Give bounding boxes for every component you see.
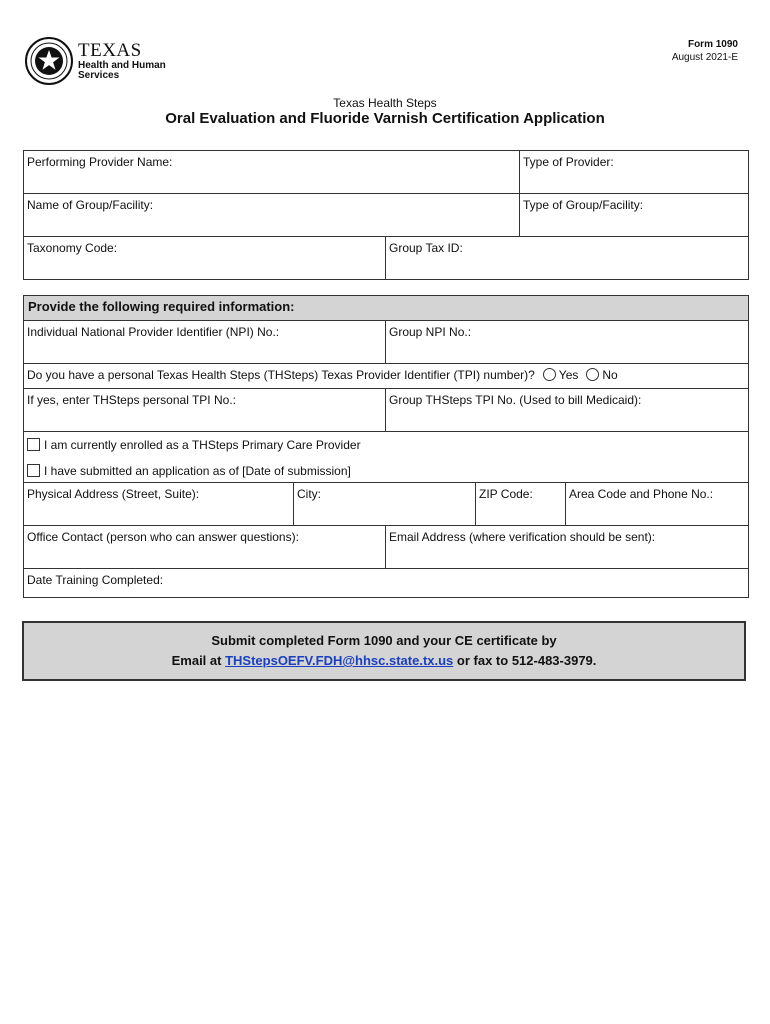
hhs-logo bbox=[24, 36, 164, 88]
group-facility-type-field[interactable]: Type of Group/Facility: bbox=[520, 194, 749, 237]
page-title: Oral Evaluation and Fluoride Varnish Certification Application bbox=[165, 110, 605, 127]
zip-code-field[interactable]: ZIP Code: bbox=[476, 483, 566, 526]
physical-address-field[interactable]: Physical Address (Street, Suite): bbox=[24, 483, 294, 526]
submit-line-2 bbox=[24, 651, 744, 671]
form-number: Form 1090 bbox=[687, 39, 738, 50]
submitted-checkbox[interactable] bbox=[27, 464, 40, 477]
submit-instructions bbox=[22, 621, 746, 681]
email-prefix: Email at bbox=[171, 653, 222, 668]
phone-field[interactable]: Area Code and Phone No.: bbox=[566, 483, 749, 526]
email-address-field[interactable]: Email Address (where verification should be sent): bbox=[386, 526, 749, 569]
group-tax-id-field[interactable]: Group Tax ID: bbox=[386, 237, 749, 280]
group-facility-name-field[interactable]: Name of Group/Facility: bbox=[24, 194, 520, 237]
provider-info-table bbox=[23, 150, 749, 280]
yes-radio[interactable] bbox=[543, 368, 556, 381]
email-link[interactable]: THStepsOEFV.FDH@hhsc.state.tx.us bbox=[225, 653, 454, 668]
form-date: August 2021-E bbox=[671, 52, 738, 63]
enrolled-checkbox[interactable] bbox=[27, 438, 40, 451]
type-of-provider-field[interactable]: Type of Provider: bbox=[520, 151, 749, 194]
office-contact-field[interactable]: Office Contact (person who can answer questions): bbox=[24, 526, 386, 569]
tpi-question: Do you have a personal Texas Health Steps (THSteps) Texas Provider Identifier (TPI) number)? bbox=[27, 368, 535, 382]
texas-seal-icon bbox=[24, 36, 74, 86]
enrolled-label: I am currently enrolled as a THSteps Primary Care Provider bbox=[44, 438, 361, 452]
date-training-field[interactable]: Date Training Completed: bbox=[24, 569, 749, 598]
required-info-table bbox=[23, 295, 749, 598]
submitted-row bbox=[24, 458, 749, 483]
performing-provider-name-field[interactable]: Performing Provider Name: bbox=[24, 151, 520, 194]
no-radio[interactable] bbox=[586, 368, 599, 381]
group-npi-field[interactable]: Group NPI No.: bbox=[386, 321, 749, 364]
enrolled-row bbox=[24, 432, 749, 459]
individual-npi-field[interactable]: Individual National Provider Identifier (NPI) No.: bbox=[24, 321, 386, 364]
program-name: Texas Health Steps bbox=[333, 96, 437, 110]
group-tpi-field[interactable]: Group THSteps TPI No. (Used to bill Medicaid): bbox=[386, 389, 749, 432]
tpi-question-row bbox=[24, 364, 749, 389]
logo-title: TEXAS bbox=[78, 40, 142, 61]
taxonomy-code-field[interactable]: Taxonomy Code: bbox=[24, 237, 386, 280]
submit-line-1: Submit completed Form 1090 and your CE certificate by bbox=[211, 633, 557, 648]
form-identifier bbox=[672, 38, 738, 64]
yes-label: Yes bbox=[558, 368, 579, 382]
required-info-heading: Provide the following required information: bbox=[24, 296, 749, 321]
logo-subtitle: Health and Human Services bbox=[78, 60, 166, 81]
no-label: No bbox=[602, 368, 618, 382]
date-of-submission-field[interactable]: [Date of submission] bbox=[242, 464, 351, 478]
submitted-label: I have submitted an application as of bbox=[44, 464, 239, 478]
city-field[interactable]: City: bbox=[294, 483, 476, 526]
personal-tpi-field[interactable]: If yes, enter THSteps personal TPI No.: bbox=[24, 389, 386, 432]
fax-text: or fax to 512-483-3979. bbox=[456, 653, 597, 668]
